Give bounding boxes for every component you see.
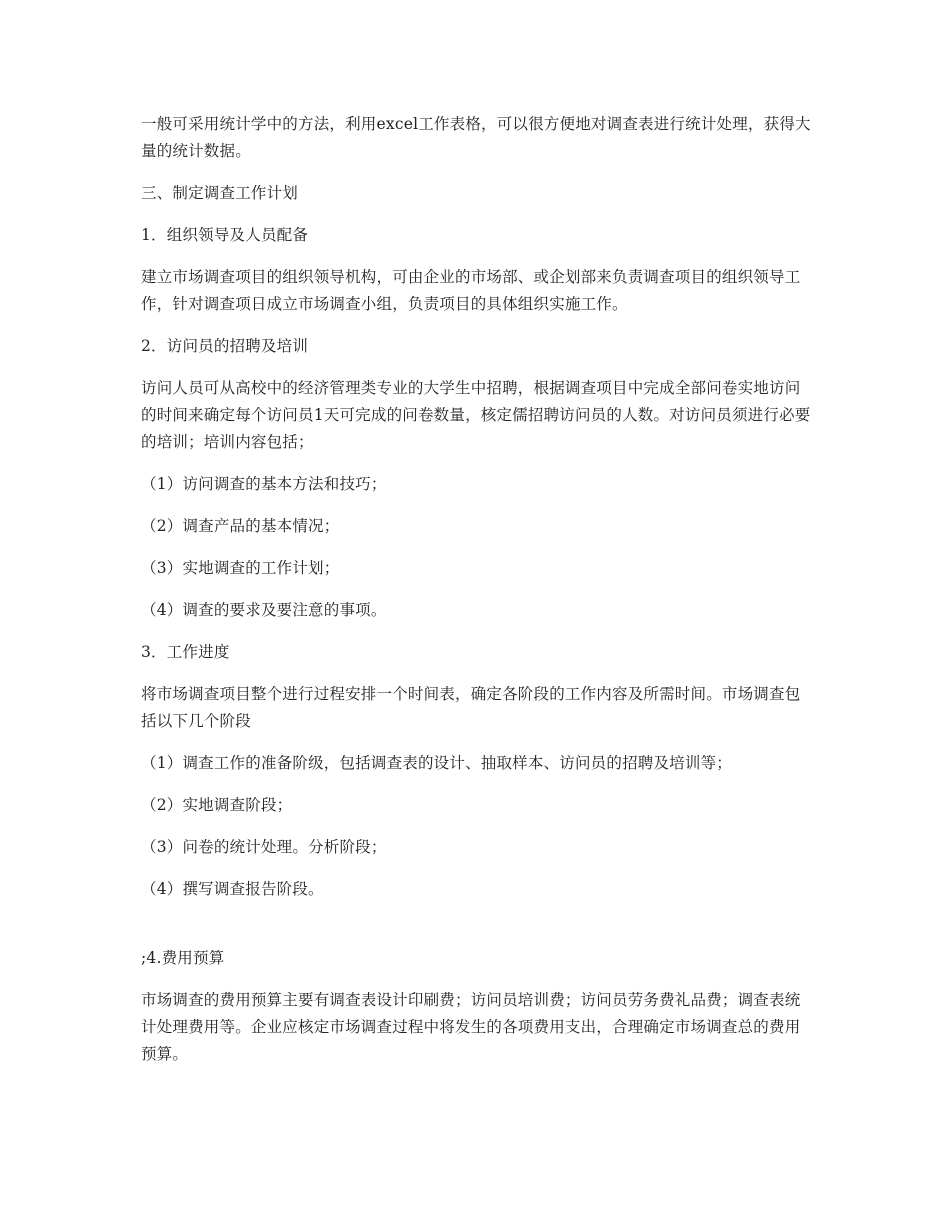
subheading-budget: ;4.费用预算 [141, 949, 225, 967]
list-item-stage-2: （2）实地调查阶段； [141, 796, 293, 814]
paragraph-interviewer-recruitment: 访问人员可从高校中的经济管理类专业的大学生中招聘，根据调查项目中完成全部问卷实地访问的时间来确定每个访问员1天可完成的问卷数量，核定儒招聘访问员的人数。对访问员须进行必要的培训；培训内容包括； [141, 379, 811, 451]
subheading-schedule: 3．工作进度 [141, 643, 230, 661]
paragraph-statistics-method: 一般可采用统计学中的方法，利用excel工作表格，可以很方便地对调查表进行统计处理，获得大量的统计数据。 [141, 115, 811, 160]
list-item-stage-4: （4）撰写调查报告阶段。 [141, 880, 324, 898]
paragraph-budget: 市场调查的费用预算主要有调查表设计印刷费；访问员培训费；访问员劳务费礼品费；调查表统计处理费用等。企业应核定市场调查过程中将发生的各项费用支出，合理确定市场调查总的费用预算。 [141, 991, 801, 1063]
list-item-training-4: （4）调查的要求及要注意的事项。 [141, 601, 387, 619]
subheading-interviewer-recruitment: 2．访问员的招聘及培训 [141, 337, 309, 355]
list-item-stage-1: （1）调查工作的准备阶级，包括调查表的设计、抽取样本、访问员的招聘及培训等； [141, 754, 732, 772]
list-item-stage-3: （3）问卷的统计处理。分析阶段； [141, 838, 387, 856]
subheading-organization: 1．组织领导及人员配备 [141, 226, 309, 244]
paragraph-schedule: 将市场调查项目整个进行过程安排一个时间表，确定各阶段的工作内容及所需时间。市场调查包括以下几个阶段 [141, 685, 801, 730]
list-item-training-3: （3）实地调查的工作计划； [141, 559, 340, 577]
list-item-training-2: （2）调查产品的基本情况； [141, 517, 340, 535]
paragraph-organization: 建立市场调查项目的组织领导机构，可由企业的市场部、或企划部来负责调查项目的组织领导工作，针对调查项日成立市场调查小组，负责项目的具体组织实施工作。 [141, 268, 801, 313]
list-item-training-1: （1）访问调查的基本方法和技巧； [141, 475, 387, 493]
document-page [141, 111, 813, 1068]
section-heading-work-plan: 三、制定调查工作计划 [141, 184, 299, 202]
